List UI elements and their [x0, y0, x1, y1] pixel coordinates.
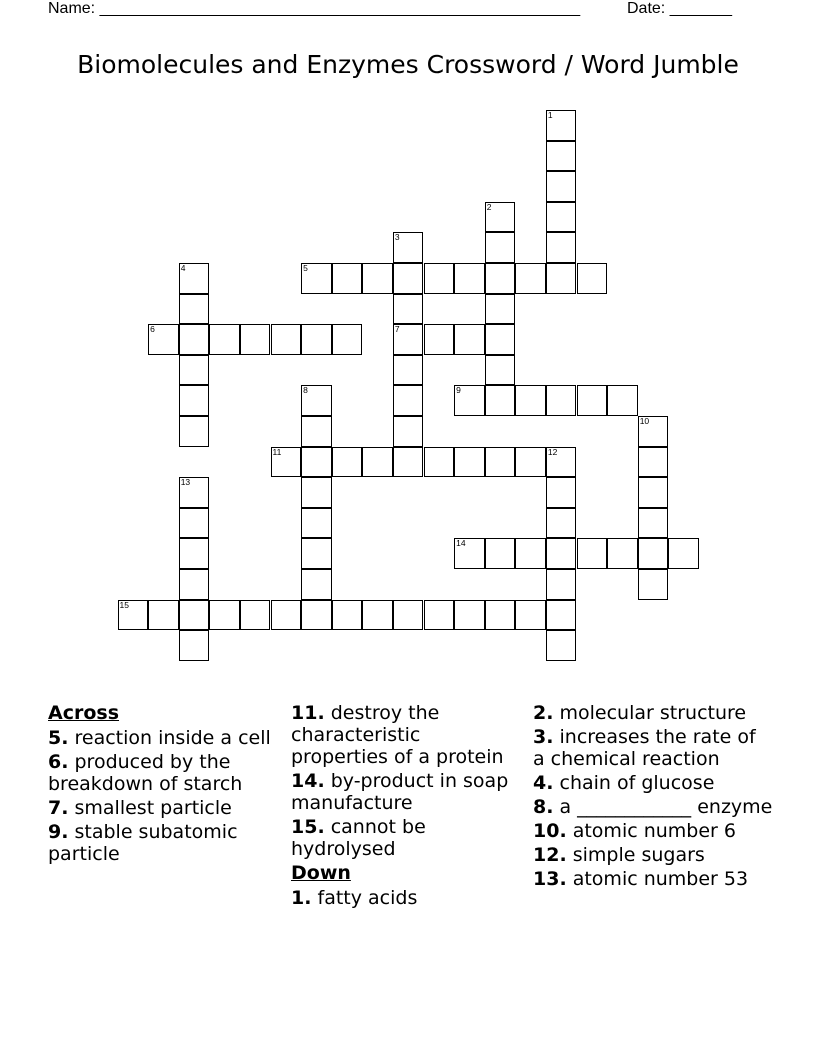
- crossword-cell[interactable]: [546, 630, 577, 661]
- clue-number: 1.: [291, 887, 312, 909]
- cell-number: 2: [486, 201, 492, 212]
- clue-number: 10.: [533, 820, 567, 842]
- clue-text: by-product in soap manufacture: [291, 770, 509, 814]
- clue-text: atomic number 6: [572, 820, 736, 842]
- crossword-cell[interactable]: [485, 355, 516, 386]
- clue-text: destroy the characteristic properties of a protein: [291, 702, 504, 768]
- cell-number: 3: [394, 232, 400, 243]
- cell-number: 1: [547, 110, 553, 120]
- clue-text: reaction inside a cell: [74, 727, 271, 749]
- crossword-cell[interactable]: [424, 324, 455, 355]
- crossword-cell[interactable]: [546, 477, 577, 508]
- crossword-cell[interactable]: [148, 324, 179, 355]
- crossword-cell[interactable]: [393, 385, 424, 416]
- clue-number: 9.: [48, 821, 69, 843]
- crossword-cell[interactable]: [179, 538, 210, 569]
- crossword-cell[interactable]: [332, 324, 363, 355]
- crossword-cell[interactable]: [454, 447, 485, 478]
- cell-number: 9: [456, 385, 461, 396]
- crossword-cell[interactable]: [454, 263, 485, 294]
- clue-number: 6.: [48, 751, 69, 773]
- crossword-cell[interactable]: [179, 385, 210, 416]
- name-field-label: Name: ______________________________________________________: [48, 0, 581, 17]
- crossword-cell[interactable]: [454, 385, 485, 416]
- clue-number: 3.: [533, 726, 554, 748]
- clue-down-12: [533, 844, 773, 866]
- date-field-label: Date: _______: [627, 0, 732, 17]
- crossword-cell[interactable]: [393, 232, 424, 263]
- crossword-cell[interactable]: [271, 600, 302, 631]
- clue-across-9: [48, 821, 278, 865]
- crossword-cell[interactable]: [515, 263, 546, 294]
- clue-down-4: [533, 772, 773, 794]
- crossword-cell[interactable]: [546, 232, 577, 263]
- crossword-cell[interactable]: [577, 385, 608, 416]
- crossword-cell[interactable]: [301, 324, 332, 355]
- crossword-cell[interactable]: [240, 324, 271, 355]
- clue-text: molecular structure: [559, 702, 747, 724]
- clue-text: simple sugars: [572, 844, 705, 866]
- crossword-cell[interactable]: [179, 508, 210, 539]
- crossword-cell[interactable]: [485, 538, 516, 569]
- clue-number: 4.: [533, 772, 554, 794]
- crossword-cell[interactable]: [638, 538, 669, 569]
- crossword-cell[interactable]: [638, 447, 669, 478]
- clue-across-6: [48, 751, 278, 795]
- crossword-cell[interactable]: [179, 477, 210, 508]
- crossword-cell[interactable]: [668, 538, 699, 569]
- crossword-cell[interactable]: [638, 569, 669, 600]
- crossword-cell[interactable]: [332, 600, 363, 631]
- clue-text: increases the rate of a chemical reaction: [533, 726, 756, 770]
- crossword-cell[interactable]: [148, 600, 179, 631]
- crossword-cell[interactable]: [393, 600, 424, 631]
- crossword-cell[interactable]: [424, 600, 455, 631]
- crossword-cell[interactable]: [301, 385, 332, 416]
- crossword-cell[interactable]: [179, 355, 210, 386]
- crossword-cell[interactable]: [362, 447, 393, 478]
- clue-text: smallest particle: [74, 797, 232, 819]
- crossword-cell[interactable]: [485, 294, 516, 325]
- crossword-cell[interactable]: [301, 538, 332, 569]
- across-heading: Across: [48, 702, 120, 724]
- clue-down-13: [533, 868, 773, 890]
- crossword-cell[interactable]: [515, 538, 546, 569]
- crossword-cell[interactable]: [638, 416, 669, 447]
- cell-number: 10: [639, 416, 650, 426]
- cell-number: 14: [456, 538, 466, 549]
- crossword-cell[interactable]: [546, 447, 577, 478]
- crossword-cell[interactable]: [179, 569, 210, 600]
- crossword-cell[interactable]: [332, 447, 363, 478]
- crossword-cell[interactable]: [301, 477, 332, 508]
- crossword-cell[interactable]: [301, 508, 332, 539]
- crossword-cell[interactable]: [485, 324, 516, 355]
- clue-text: a ____________ enzyme: [559, 796, 773, 818]
- clues-column-2: [291, 702, 521, 911]
- cell-number: 4: [180, 263, 186, 273]
- crossword-cell[interactable]: [638, 477, 669, 508]
- crossword-cell[interactable]: [271, 447, 302, 478]
- clues-column-3: [533, 702, 773, 892]
- cell-number: 5: [303, 263, 308, 273]
- crossword-cell[interactable]: [179, 630, 210, 661]
- crossword-cell[interactable]: [271, 324, 302, 355]
- crossword-cell[interactable]: [577, 263, 608, 294]
- crossword-cell[interactable]: [546, 385, 577, 416]
- clue-number: 5.: [48, 727, 69, 749]
- crossword-cell[interactable]: [546, 202, 577, 233]
- clue-text: cannot be hydrolysed: [291, 816, 426, 860]
- crossword-cell[interactable]: [209, 600, 240, 631]
- crossword-cell[interactable]: [546, 508, 577, 539]
- crossword-cell[interactable]: [240, 600, 271, 631]
- crossword-cell[interactable]: [515, 600, 546, 631]
- crossword-cell[interactable]: [393, 263, 424, 294]
- clue-number: 15.: [291, 816, 325, 838]
- crossword-cell[interactable]: [546, 171, 577, 202]
- clue-down-3: [533, 726, 773, 770]
- cell-number: 15: [119, 599, 129, 610]
- crossword-cell[interactable]: [454, 324, 485, 355]
- crossword-cell[interactable]: [301, 600, 332, 631]
- crossword-cell[interactable]: [485, 385, 516, 416]
- cell-number: 8: [303, 385, 308, 396]
- crossword-cell[interactable]: [362, 600, 393, 631]
- crossword-cell[interactable]: [179, 416, 210, 447]
- crossword-cell[interactable]: [332, 263, 363, 294]
- crossword-cell[interactable]: [546, 600, 577, 631]
- crossword-cell[interactable]: [515, 447, 546, 478]
- clue-down-2: [533, 702, 773, 724]
- clue-across-11: [291, 702, 521, 768]
- crossword-cell[interactable]: [301, 569, 332, 600]
- crossword-cell[interactable]: [393, 416, 424, 447]
- clue-down-8: [533, 796, 773, 818]
- clue-across-14: [291, 770, 521, 814]
- crossword-cell[interactable]: [638, 508, 669, 539]
- crossword-cell[interactable]: [393, 294, 424, 325]
- crossword-cell[interactable]: [424, 447, 455, 478]
- crossword-cell[interactable]: [424, 263, 455, 294]
- clue-number: 12.: [533, 844, 567, 866]
- clue-across-5: [48, 727, 278, 749]
- clue-text: produced by the breakdown of starch: [48, 751, 243, 795]
- crossword-cell[interactable]: [393, 324, 424, 355]
- crossword-cell[interactable]: [179, 600, 210, 631]
- crossword-cell[interactable]: [118, 600, 149, 631]
- clue-down-1: [291, 887, 521, 909]
- crossword-cell[interactable]: [362, 263, 393, 294]
- crossword-cell[interactable]: [179, 263, 210, 294]
- clue-across-15: [291, 816, 521, 860]
- crossword-cell[interactable]: [179, 294, 210, 325]
- crossword-cell[interactable]: [454, 600, 485, 631]
- clue-text: atomic number 53: [572, 868, 749, 890]
- clue-number: 13.: [533, 868, 567, 890]
- crossword-cell[interactable]: [546, 538, 577, 569]
- crossword-cell[interactable]: [209, 324, 240, 355]
- crossword-cell[interactable]: [301, 416, 332, 447]
- down-heading: Down: [291, 862, 351, 884]
- clue-number: 14.: [291, 770, 325, 792]
- crossword-cell[interactable]: [607, 385, 638, 416]
- crossword-cell[interactable]: [301, 447, 332, 478]
- crossword-cell[interactable]: [485, 600, 516, 631]
- clue-down-10: [533, 820, 773, 842]
- clue-text: chain of glucose: [559, 772, 715, 794]
- crossword-cell[interactable]: [301, 263, 332, 294]
- crossword-cell[interactable]: [454, 538, 485, 569]
- crossword-cell[interactable]: [393, 447, 424, 478]
- cell-number: 11: [272, 446, 282, 457]
- page-title: Biomolecules and Enzymes Crossword / Word Jumble: [77, 50, 739, 79]
- cell-number: 12: [547, 446, 558, 457]
- crossword-cell[interactable]: [515, 385, 546, 416]
- clues-column-1: [48, 702, 278, 867]
- crossword-cell[interactable]: [485, 447, 516, 478]
- cell-number: 6: [150, 324, 155, 335]
- crossword-cell[interactable]: [393, 355, 424, 386]
- crossword-cell[interactable]: [485, 232, 516, 263]
- crossword-cell[interactable]: [546, 141, 577, 172]
- crossword-cell[interactable]: [485, 263, 516, 294]
- crossword-cell[interactable]: [577, 538, 608, 569]
- crossword-cell[interactable]: [546, 110, 577, 141]
- clue-number: 7.: [48, 797, 69, 819]
- crossword-cell[interactable]: [607, 538, 638, 569]
- cell-number: 7: [394, 324, 400, 335]
- clue-number: 2.: [533, 702, 554, 724]
- clue-across-7: [48, 797, 278, 819]
- clue-number: 11.: [291, 702, 325, 724]
- crossword-cell[interactable]: [485, 202, 516, 233]
- clue-text: fatty acids: [317, 887, 418, 909]
- crossword-cell[interactable]: [546, 569, 577, 600]
- clue-number: 8.: [533, 796, 554, 818]
- cell-number: 13: [180, 477, 191, 488]
- crossword-cell[interactable]: [179, 324, 210, 355]
- clue-text: stable subatomic particle: [48, 821, 238, 865]
- crossword-cell[interactable]: [546, 263, 577, 294]
